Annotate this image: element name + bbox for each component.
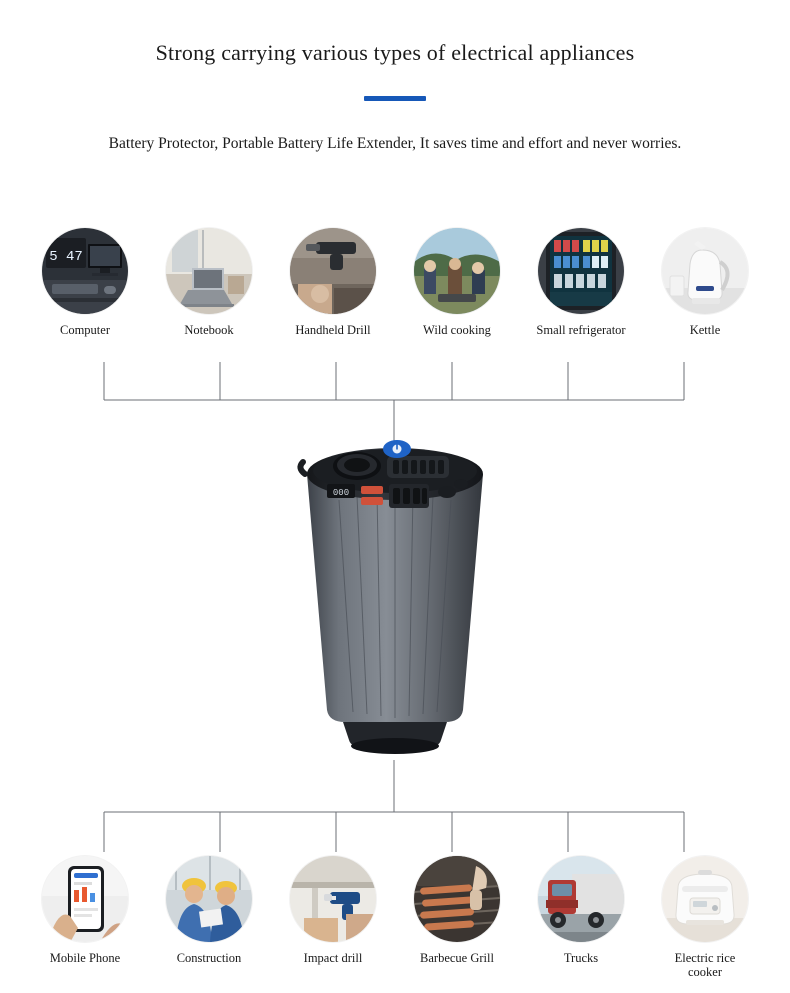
appliance-label: Mobile Phone — [49, 951, 121, 965]
handheld-drill-icon — [290, 228, 376, 314]
appliance-label: Notebook — [184, 323, 234, 337]
appliance-item-trucks[interactable] — [533, 856, 629, 979]
appliance-label: Impact drill — [303, 951, 363, 965]
appliance-label: Small refrigerator — [536, 323, 626, 337]
appliance-label: Handheld Drill — [295, 323, 371, 337]
appliance-label: Kettle — [689, 323, 721, 337]
laptop-icon — [166, 228, 252, 314]
construction-worker-icon — [166, 856, 252, 942]
appliance-item-mobile-phone[interactable] — [37, 856, 133, 979]
svg-text:5 47: 5 47 — [49, 249, 83, 265]
title-underline-wrapper — [0, 96, 790, 101]
page-subtitle: Battery Protector, Portable Battery Life Extender, It saves time and effort and never worries. — [108, 135, 682, 152]
camping-cooking-icon — [414, 228, 500, 314]
desktop-computer-icon — [42, 228, 128, 314]
truck-icon — [538, 856, 624, 942]
bottom-appliance-row — [0, 856, 790, 979]
mobile-phone-icon — [42, 856, 128, 942]
product-image — [295, 440, 495, 760]
appliance-label: Electric rice cooker — [674, 951, 736, 979]
appliance-item-computer[interactable] — [37, 228, 133, 337]
appliance-item-handheld-drill[interactable] — [285, 228, 381, 337]
appliance-item-impact-drill[interactable] — [285, 856, 381, 979]
appliance-item-notebook[interactable] — [161, 228, 257, 337]
appliance-item-small-refrigerator[interactable] — [533, 228, 629, 337]
barbecue-grill-icon — [414, 856, 500, 942]
electric-kettle-icon — [662, 228, 748, 314]
appliance-label: Barbecue Grill — [420, 951, 494, 965]
appliance-item-wild-cooking[interactable] — [409, 228, 505, 337]
appliance-label: Construction — [176, 951, 242, 965]
impact-drill-icon — [290, 856, 376, 942]
appliance-item-kettle[interactable] — [657, 228, 753, 337]
rice-cooker-icon — [662, 856, 748, 942]
page-title: Strong carrying various types of electrical appliances — [155, 40, 635, 65]
product-display-value: 000 — [332, 488, 350, 498]
appliance-item-electric-rice-cooker[interactable] — [657, 856, 753, 979]
title-underline — [364, 96, 426, 101]
top-appliance-row — [0, 228, 790, 337]
appliance-label: Wild cooking — [423, 323, 491, 337]
appliance-label: Trucks — [563, 951, 599, 965]
appliance-label: Computer — [60, 323, 110, 337]
appliance-item-barbecue-grill[interactable] — [409, 856, 505, 979]
mini-fridge-icon — [538, 228, 624, 314]
appliance-item-construction[interactable] — [161, 856, 257, 979]
